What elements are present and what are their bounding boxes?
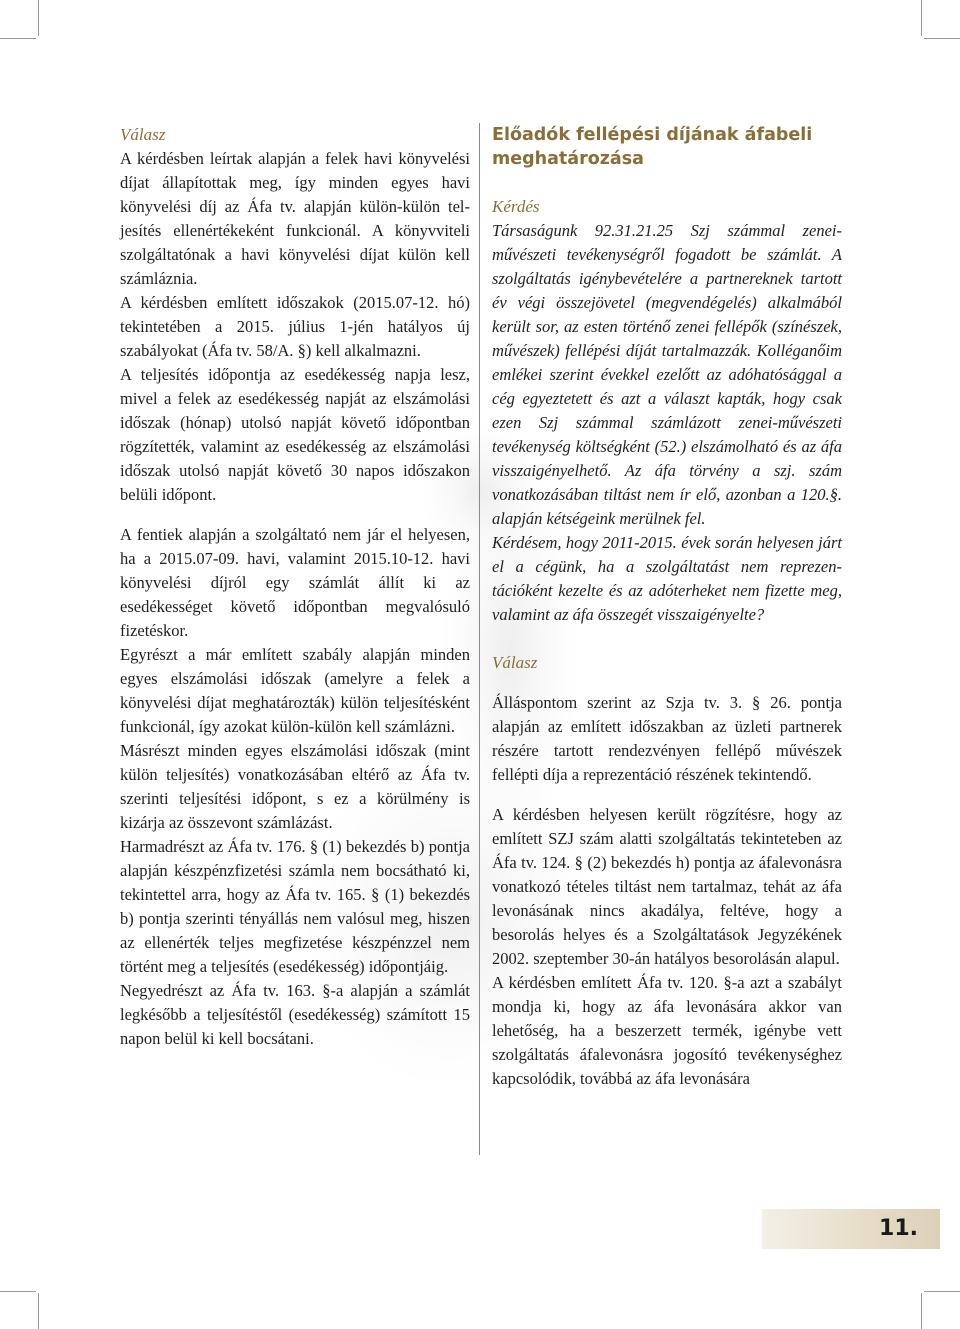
question-paragraph: Társaságunk 92.31.21.25 Szj számmal zenei-művészeti tevékenységről fogadott be számlát. A szolgáltatás igénybevételére a partnereknek tartott év végi összejövetel (megvendégelés) alkalmából került sor, az esten történő zenei fellépők (színészek, művészek) fellépési díját tartalmazzák. Kolléganőim emlékei szerint évekkel ezelőtt az adóhatósággal a cég egyeztetett és azt a választ kapták, hogy csak ezen Szj számmal számlázott zenei-művészeti tevékenység költségként (52.) elszámolható és az áfa visszaigényelhető. Az áfa törvény a szj. szám vonatkozásában tiltást nem ír elő, azonban a 120.§. alapján kétségeink merülnek fel. <box>492 221 842 528</box>
crop-mark <box>38 1293 39 1329</box>
crop-mark <box>38 0 39 36</box>
paragraph: A fentiek alapján a szolgáltató nem jár el helyesen, ha a 2015.07-09. havi, valamint 2015.10-12. havi könyvelési díjról egy számlát állít ki az esedékességet követő időpontban megvalósuló fizetéskor. <box>120 525 470 640</box>
section-title: Előadók fellépési díjának áfabeli meghatározása <box>492 125 813 169</box>
right-column <box>492 123 842 1091</box>
paragraph: Harmadrészt az Áfa tv. 176. § (1) bekezdés b) pontja alapján készpénzfizetési számla nem bocsátható ki, tekintettel arra, hogy az Áfa tv. 165. § (1) bekezdés b) pontja szerinti tényállás nem valósul meg, hiszen az ellenérték teljes megfizetése készpénzzel nem történt meg a teljesítés (esedékesség) időpontjáig. <box>120 837 470 976</box>
crop-mark <box>924 38 960 39</box>
crop-mark <box>924 1291 960 1292</box>
left-column <box>120 123 470 1051</box>
paragraph: A teljesítés időpontja az esedékesség napja lesz, mivel a felek az esedékesség napját az elszámolási időszak (hónap) utolsó napját követő időpontban rögzítették, valamint az esedékesség az elszámolási időszak utolsó napját követő 30 napos időszakon belüli időpont. <box>120 365 470 504</box>
column-divider <box>479 123 480 1155</box>
crop-mark <box>0 38 36 39</box>
question-label: Kérdés <box>492 197 540 216</box>
answer-label: Válasz <box>492 653 538 672</box>
paragraph: Egyrészt a már említett szabály alapján minden egyes elszámolási időszak (amelyre a felek a könyvelési díjat meghatározták) külön teljesítésként funkcionál, így azokat külön-külön kell számlázni. <box>120 645 470 736</box>
paragraph: A kérdésben helyesen került rögzítésre, hogy az említett SZJ szám alatti szolgáltatás tekinteteben az Áfa tv. 124. § (2) bekezdés h) pontja az áfalevonásra vonatkozó tételes tiltást nem tartalmaz, tehát az áfa levonásának nincs akadálya, feltéve, hogy a besorolás helyes és a Szolgáltatások Jegyzékének 2002. szeptember 30-án hatályos besorolásán alapul. <box>492 805 842 968</box>
paragraph: Másrészt minden egyes elszámolási időszak (mint külön teljesítés) vonatkozásában eltérő az Áfa tv. szerinti teljesítési időpont, s ez a körülmény is kizárja az összevont számlázást. <box>120 741 470 832</box>
question-paragraph: Kérdésem, hogy 2011-2015. évek során helyesen járt el a cégünk, ha a szolgáltatást nem reprezentációként kezelte és az adóterheket nem fizette meg, valamint az áfa összegét visszaigényelte? <box>492 533 842 624</box>
crop-mark <box>921 1293 922 1329</box>
paragraph: A kérdésben említett időszakok (2015.07-12. hó) tekintetében a 2015. július 1-jén hatályos új szabályokat (Áfa tv. 58/A. §) kell alkalmazni. <box>120 293 470 360</box>
page-number-badge <box>762 1209 940 1249</box>
crop-mark <box>0 1291 36 1292</box>
paragraph: A kérdésben leírtak alapján a felek havi könyvelési díjat állapítottak meg, így minden egyes havi könyvelési díj az Áfa tv. alapján külön-külön teljesítés ellenértékeként funkcionál. A könyvviteli szolgáltatónak a havi könyvelési díjat külön kell számláznia. <box>120 149 470 288</box>
crop-mark <box>921 0 922 36</box>
paragraph: Álláspontom szerint az Szja tv. 3. § 26. pontja alapján az említett időszakban az üzleti partnerek részére tartott rendezvényen fellépő művészek fellépti díja a reprezentáció részének tekintendő. <box>492 693 842 784</box>
answer-label: Válasz <box>120 125 166 144</box>
paragraph: A kérdésben említett Áfa tv. 120. §-a azt a szabályt mondja ki, hogy az áfa levonására akkor van lehetőség, ha a beszerzett termék, igénybe vett szolgáltatás áfalevonásra jogosító tevékenységhez kapcsolódik, továbbá az áfa levonására <box>492 973 842 1088</box>
page-number: 11. <box>879 1216 918 1241</box>
paragraph: Negyedrészt az Áfa tv. 163. §-a alapján a számlát legkésőbb a teljesítéstől (esedékesség) számított 15 napon belül ki kell bocsátani. <box>120 981 470 1048</box>
